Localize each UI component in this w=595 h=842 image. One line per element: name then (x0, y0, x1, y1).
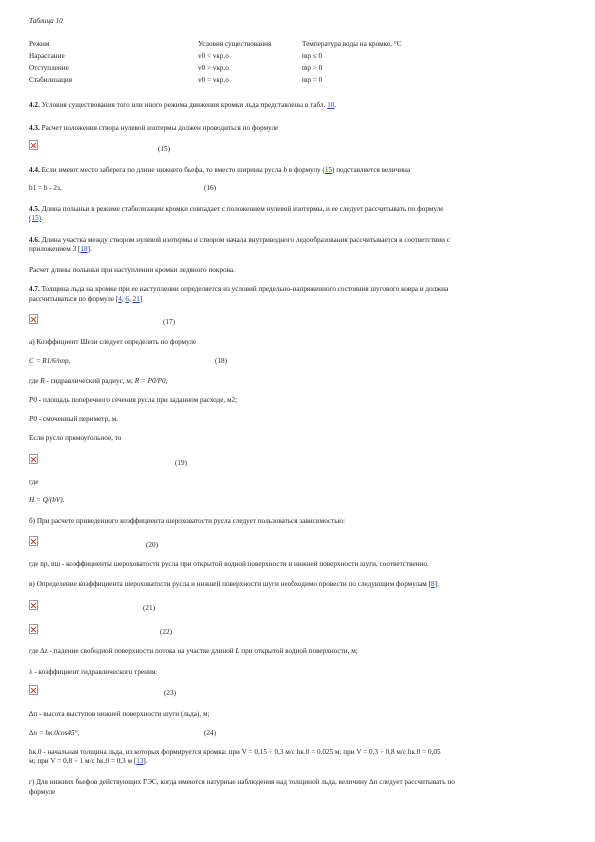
section-number: 4.4. (29, 166, 40, 174)
paragraph-text: - площадь поперечного сечения русла при заданном расходе, м2; (36, 396, 238, 404)
section-number: 4.7. (29, 285, 40, 293)
paragraph-text: ]. (87, 245, 92, 253)
section-number: 4.6. (29, 236, 40, 244)
hk-line-1: hк.0 - начальная толщина льда, из которых формируется кромка: при V = 0,15 ÷ 0,3 м/с hк.0 = 0,025 м; при V = 0,3 ÷ 0,8 м/с hк.0 = 0,05 (29, 748, 441, 756)
broken-image-icon (29, 140, 38, 150)
paragraph-text: Расчет положения створа нулевой изотермы должен проводиться по формуле (39, 124, 279, 132)
formula-24: ∆п = hк.0cos45°, (29, 729, 80, 737)
table-header: Температура воды на кромке, °С (302, 40, 402, 48)
reference-link[interactable]: 21 (132, 295, 140, 303)
where-n-line: где nр, nш - коэффициенты шероховатости русла при открытой водной поверхности и нижней поверхности шуги, соответственно. (29, 560, 429, 568)
table-cell: v0 > vкр.о (198, 64, 229, 72)
table-cell: Отступление (29, 64, 69, 72)
equation-number: (16) (204, 184, 216, 192)
broken-image-icon (29, 314, 38, 324)
paragraph-text: - гидравлический радиус, м; (44, 377, 135, 385)
rectangular-channel-line: Если русло прямоугольное, то (29, 434, 122, 442)
equation-number: (21) (143, 604, 155, 612)
table-cell: tвр > 0 (302, 64, 323, 72)
hk-line-2 (29, 757, 148, 766)
paragraph-text: Толщина льда на кромке при ее наступлении определяется из условий предельно-напряженного состояния шугового ковра и должна (39, 285, 449, 293)
regime-table (29, 38, 402, 86)
reference-link[interactable]: 8 (431, 580, 435, 588)
section-number: 4.2. (29, 101, 40, 109)
paragraph-b: б) При расчете приведенного коэффициента шероховатости русла следует пользоваться зависимостью: (29, 517, 345, 525)
paragraph-4-6 (29, 236, 450, 245)
table-cell: v0 < vкр.о (198, 52, 229, 60)
paragraph-text: в формулу ( (286, 166, 325, 174)
variable: R (40, 377, 45, 385)
table-row (29, 74, 369, 86)
p0-perimeter-line (29, 415, 118, 424)
broken-image-icon (29, 600, 38, 610)
table-cell: Стабилизация (29, 76, 73, 84)
equation-number: (20) (146, 541, 158, 549)
equation-number: (22) (160, 628, 172, 636)
paragraph-text: ] (139, 295, 143, 303)
paragraph-4-7-cont: рассчитываться по формуле [4, 6, 21] (29, 295, 143, 303)
table-header-row (29, 38, 402, 50)
paragraph-text: где (29, 377, 41, 385)
paragraph-text: ]. (143, 757, 148, 765)
paragraph-text: ]: (434, 580, 439, 588)
paragraph-text: . (334, 101, 337, 109)
paragraph-text: ) подставляется величина (332, 166, 411, 174)
paragraph-text: м; при V = 0,8 ÷ 1 м/с hк.0 = 0,3 м [ (29, 757, 137, 765)
equation-number: (15) (158, 145, 170, 153)
p0-area-line (29, 396, 237, 405)
section-number: 4.3. (29, 124, 40, 132)
equation-number: (23) (164, 689, 176, 697)
paragraph-text: Длина полыньи в режиме стабилизации кромки совпадает с положением нулевой изотермы, и ее следует рассчитывать по формуле (39, 205, 444, 213)
paragraph-4-3 (29, 124, 278, 133)
paragraph-4-7 (29, 285, 448, 294)
where-label: где (29, 478, 39, 486)
paragraph-text: при открытой водной поверхности, м; (239, 647, 358, 655)
table-cell: tвр = 0 (302, 76, 323, 84)
table-header: Режим (29, 40, 50, 48)
reference-link[interactable]: 4 (118, 295, 122, 303)
paragraph-d-2: формуле (29, 788, 56, 796)
variable: b (283, 166, 287, 174)
paragraph-text: Длина участка между створом нулевой изотермы и створом начала внутриводного ледообразования рассчитывается в соответствии с (39, 236, 450, 244)
paragraph-text: - смоченный периметр, м. (36, 415, 119, 423)
delta-definition: ∆п - высота выступов нижней поверхности шуги (льда), м; (29, 710, 210, 718)
table-cell: tвр ≤ 0 (302, 52, 323, 60)
equation-number: (18) (215, 357, 227, 365)
paragraph-4-5-cont (29, 214, 43, 223)
paragraph-4-5 (29, 205, 443, 214)
formula-link[interactable]: (15) (29, 214, 41, 222)
variable: L (235, 647, 240, 655)
table-row (29, 62, 369, 74)
variable: P0 (29, 396, 37, 404)
table-row (29, 50, 369, 62)
paragraph-text: Условия существования того или иного режима движения кромки льда представлены в табл. (39, 101, 328, 109)
broken-image-icon (29, 536, 38, 546)
table-link[interactable]: 10 (327, 101, 335, 109)
table-caption: Таблица 10 (29, 17, 63, 25)
table-cell: v0 = vкр.о (198, 76, 229, 84)
paragraph-c (29, 580, 439, 589)
reference-link[interactable]: 6 (125, 295, 130, 303)
equation-number: (19) (175, 459, 187, 467)
paragraph-text: Если имеют место заберега по длине нижнего бьефа, то вместо ширины русла (39, 166, 284, 174)
section-number: 4.5. (29, 205, 40, 213)
where-dz-line (29, 647, 358, 656)
reference-link[interactable]: 13 (136, 757, 144, 765)
formula-h: H = Q/(bV). (29, 496, 65, 504)
broken-image-icon (29, 454, 38, 464)
formula-18: C = R1/6/nпр, (29, 357, 71, 365)
paragraph-4-4 (29, 166, 410, 175)
table-cell: Нарастание (29, 52, 65, 60)
table-header: Условия существования (198, 40, 272, 48)
paragraph-4-6-cont (29, 245, 92, 254)
where-r-line (29, 377, 168, 386)
lambda-line: λ - коэффициент гидравлического трения: (29, 668, 158, 676)
ice-edge-heading: Расчет длины полыньи при наступлении кромки ледяного покрова. (29, 266, 235, 274)
reference-link[interactable]: 18 (80, 245, 88, 253)
variable: R = P0/P0; (134, 377, 168, 385)
paragraph-text: в) Определение коэффициента шероховатости русла и нижней поверхности шуги необходимо провести по следующим формулам [ (29, 580, 432, 588)
formula-link[interactable]: 15 (324, 166, 333, 174)
paragraph-d-1: г) Для нижних бьефов действующих ГЭС, когда имеются натурные наблюдения над толщиной льда, величину ∆п следует рассчитывать по (29, 778, 455, 786)
equation-number: (24) (204, 729, 216, 737)
paragraph-text: приложением 3 [ (29, 245, 81, 253)
equation-number: (17) (163, 318, 175, 326)
formula-16: b1 = b - 2з, (29, 184, 62, 192)
paragraph-4-2 (29, 101, 336, 110)
variable: P0 (29, 415, 37, 423)
paragraph-text: рассчитываться по формуле [ (29, 295, 119, 303)
paragraph-text: . (40, 214, 43, 222)
broken-image-icon (29, 685, 38, 695)
broken-image-icon (29, 624, 38, 634)
paragraph-text: где ∆z - падение свободной поверхности потока на участке длиной (29, 647, 236, 655)
paragraph-a: а) Коэффициент Шези следует определять по формуле (29, 338, 197, 346)
